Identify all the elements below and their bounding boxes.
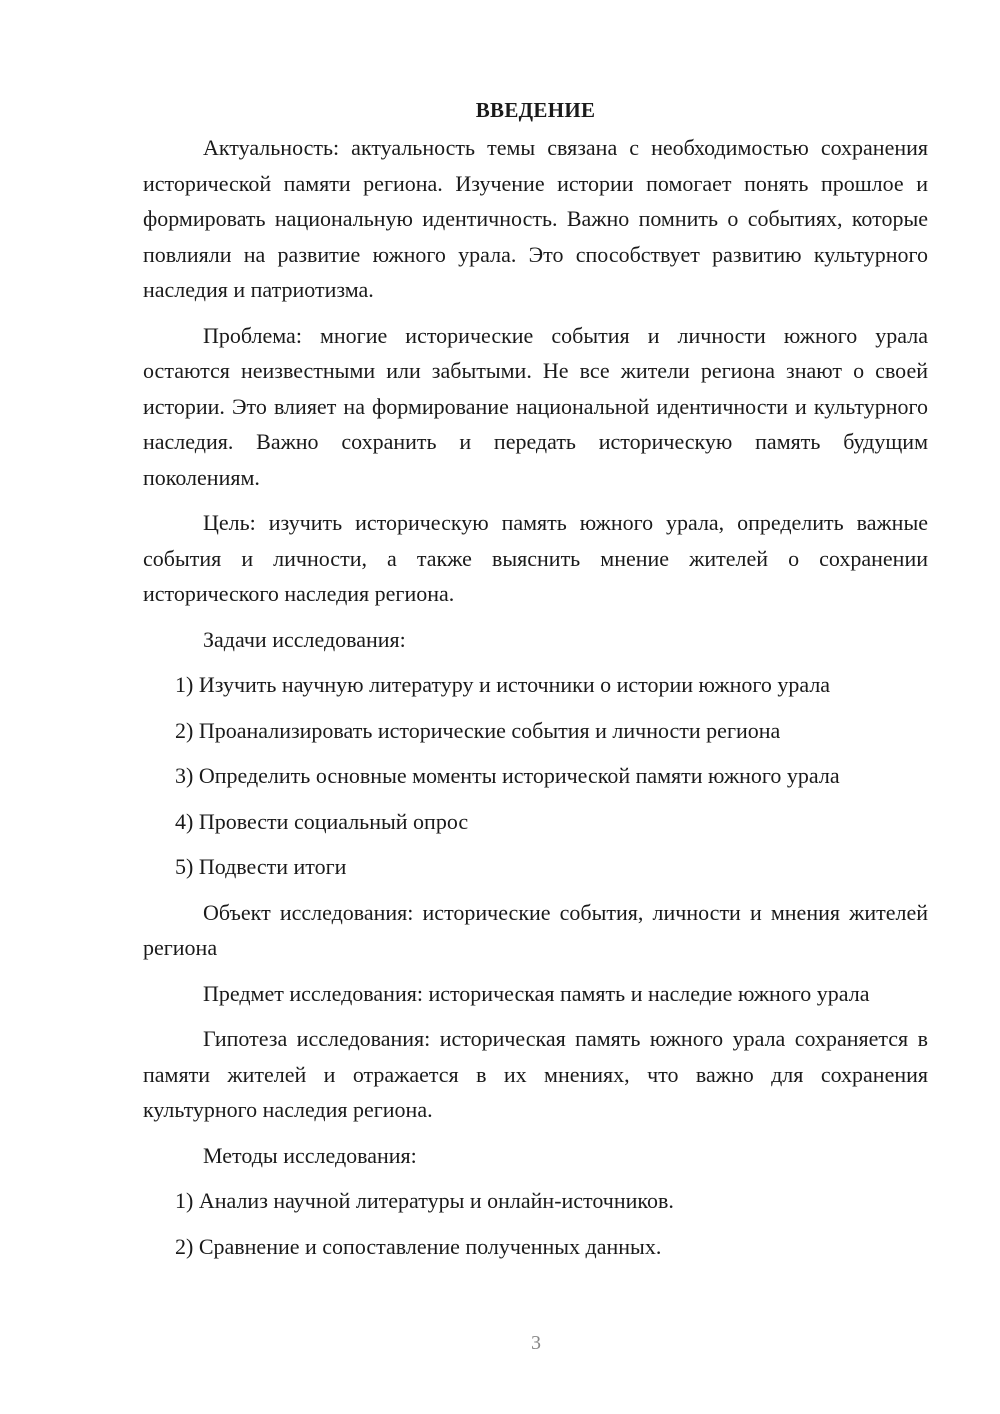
task-item-4: 4) Провести социальный опрос	[175, 808, 469, 834]
task-item-3: 3) Определить основные моменты исторической памяти южного урала	[175, 763, 840, 788]
paragraph-object: Объект исследования: исторические события, личности и мнения жителей региона	[143, 899, 928, 960]
paragraph-subject: Предмет исследования: историческая память и наследие южного урала	[203, 980, 870, 1006]
task-item-1: 1) Изучить научную литературу и источники о истории южного урала	[175, 672, 831, 697]
paragraph-goal: Цель: изучить историческую память южного урала, определить важные события и личности, а также выяснить мнение жителей о сохранении исторического наследия региона.	[143, 510, 928, 606]
document-page	[143, 92, 928, 1274]
paragraph-relevance: Актуальность: актуальность темы связана с необходимостью сохранения исторической памяти региона. Изучение истории помогает понять прошлое и формировать национальную идентичность. Важно помнить о событиях, которые повлияли на развитие южного урала. Это способствует развитию культурного наследия и патриотизма.	[143, 135, 928, 302]
paragraph-problem: Проблема: многие исторические события и личности южного урала остаются неизвестными или забытыми. Не все жители региона знают о своей истории. Это влияет на формирование национальной идентичности и культурного наследия. Важно сохранить и передать историческую память будущим поколениям.	[143, 322, 928, 490]
page-number: 3	[531, 1332, 541, 1354]
paragraph-hypothesis: Гипотеза исследования: историческая память южного урала сохраняется в памяти жителей и отражается в их мнениях, что важно для сохранения культурного наследия региона.	[143, 1026, 928, 1122]
methods-title: Методы исследования:	[203, 1142, 417, 1168]
page-title: ВВЕДЕНИЕ	[475, 98, 596, 122]
method-item-2: 2) Сравнение и сопоставление полученных данных.	[175, 1233, 662, 1259]
task-item-2: 2) Проанализировать исторические события и личности региона	[175, 717, 781, 743]
tasks-title: Задачи исследования:	[203, 626, 406, 652]
task-item-5: 5) Подвести итоги	[175, 854, 347, 879]
method-item-1: 1) Анализ научной литературы и онлайн-источников.	[175, 1188, 674, 1213]
